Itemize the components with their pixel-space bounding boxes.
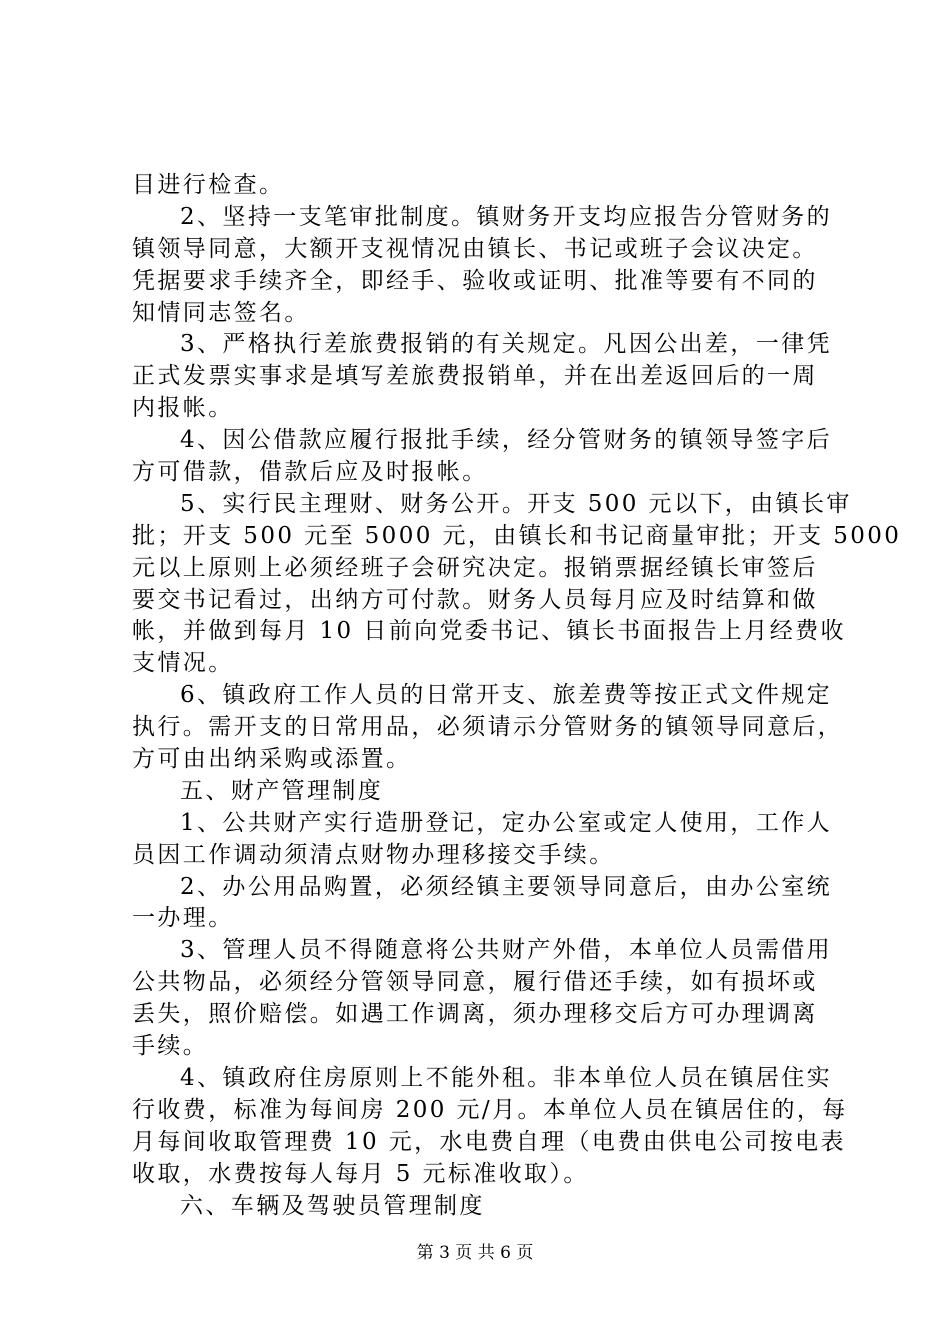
- text-line: 丢失，照价赔偿。如遇工作调离，须办理移交后方可办理调离: [132, 1001, 818, 1028]
- document-body: [132, 170, 902, 1222]
- text-line: 4、镇政府住房原则上不能外租。非本单位人员在镇居住实: [180, 1064, 833, 1091]
- text-line: 1、公共财产实行造册登记，定办公室或定人使用，工作人: [180, 809, 833, 836]
- text-line: 2、办公用品购置，必须经镇主要领导同意后，由办公室统: [180, 873, 833, 900]
- text-line: 月每间收取管理费 10 元，水电费自理（电费由供电公司按电表: [132, 1128, 846, 1155]
- text-line: 支情况。: [132, 650, 234, 677]
- text-line: 收取，水费按每人每月 5 元标准收取）。: [132, 1160, 589, 1187]
- text-line: 正式发票实事求是填写差旅费报销单，并在出差返回后的一周: [132, 363, 818, 390]
- text-line: 6、镇政府工作人员的日常开支、旅差费等按正式文件规定: [180, 682, 833, 709]
- text-line: 五、财产管理制度: [180, 777, 384, 804]
- text-line: 六、车辆及驾驶员管理制度: [180, 1192, 485, 1219]
- text-line: 批；开支 500 元至 5000 元，由镇长和书记商量审批；开支 5000: [132, 522, 902, 549]
- text-line: 帐，并做到每月 10 日前向党委书记、镇长书面报告上月经费收: [132, 618, 846, 645]
- text-line: 公共物品，必须经分管领导同意，履行借还手续，如有损坏或: [132, 969, 818, 996]
- text-line: 5、实行民主理财、财务公开。开支 500 元以下，由镇长审: [180, 490, 852, 517]
- text-line: 方可由出纳采购或添置。: [132, 746, 412, 773]
- text-line: 一办理。: [132, 905, 234, 932]
- text-line: 元以上原则上必须经班子会研究决定。报销票据经镇长审签后: [132, 554, 818, 581]
- text-line: 手续。: [132, 1033, 209, 1060]
- text-line: 4、因公借款应履行报批手续，经分管财务的镇领导签字后: [180, 427, 833, 454]
- text-line: 方可借款，借款后应及时报帐。: [132, 459, 488, 486]
- text-line: 2、坚持一支笔审批制度。镇财务开支均应报告分管财务的: [180, 203, 833, 230]
- text-line: 执行。需开支的日常用品，必须请示分管财务的镇领导同意后，: [132, 714, 844, 741]
- text-line: 要交书记看过，出纳方可付款。财务人员每月应及时结算和做: [132, 586, 818, 613]
- text-line: 3、管理人员不得随意将公共财产外借，本单位人员需借用: [180, 937, 833, 964]
- text-line: 3、严格执行差旅费报销的有关规定。凡因公出差，一律凭: [180, 331, 833, 358]
- text-line: 内报帐。: [132, 395, 234, 422]
- text-line: 目进行检查。: [132, 172, 285, 198]
- text-line: 知情同志签名。: [132, 299, 310, 326]
- text-line: 行收费，标准为每间房 200 元/月。本单位人员在镇居住的，每: [132, 1096, 848, 1123]
- page-footer: 第 3 页 共 6 页: [416, 1243, 534, 1263]
- text-line: 凭据要求手续齐全，即经手、验收或证明、批准等要有不同的: [132, 267, 818, 294]
- text-line: 员因工作调动须清点财物办理移接交手续。: [132, 841, 615, 868]
- text-line: 镇领导同意，大额开支视情况由镇长、书记或班子会议决定。: [132, 235, 818, 262]
